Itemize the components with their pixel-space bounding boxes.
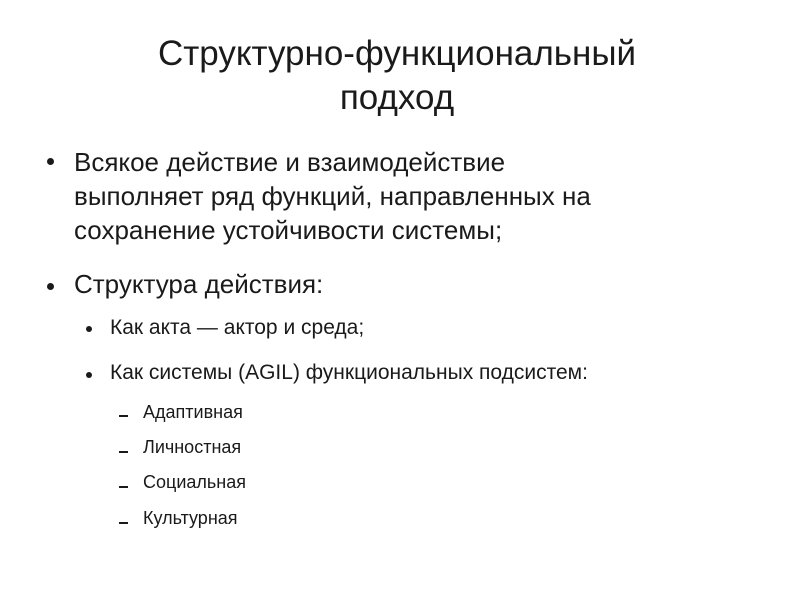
sub-bullet-dot-icon	[86, 372, 92, 378]
title-line-1: Структурно-функциональный	[157, 34, 637, 73]
title-line-2: подход	[339, 78, 455, 117]
sub-bullet-dot-icon	[86, 326, 92, 332]
subsystem-item: Адаптивная	[143, 402, 243, 422]
dash-bullet-icon	[119, 522, 128, 524]
dash-bullet-icon	[119, 451, 128, 453]
bullet-1-line-1: Всякое действие и взаимодействие	[74, 147, 506, 177]
slide-title	[0, 32, 794, 120]
bullet-dot-icon	[47, 283, 54, 290]
sub-bullet-2: Как системы (AGIL) функциональных подсистем:	[110, 361, 588, 384]
dash-bullet-icon	[119, 415, 128, 417]
sub-bullet-1: Как акта — актор и среда;	[110, 316, 365, 339]
bullet-1-line-2: выполняет ряд функций, направленных на	[74, 181, 591, 211]
bullet-1-line-3: сохранение устойчивости системы;	[74, 215, 503, 245]
bullet-dot-icon	[47, 158, 54, 165]
subsystem-item: Культурная	[143, 508, 238, 528]
subsystem-item: Личностная	[143, 437, 242, 457]
dash-bullet-icon	[119, 486, 128, 488]
bullet-2-line-1: Структура действия:	[74, 269, 324, 299]
subsystem-item: Социальная	[143, 472, 246, 492]
